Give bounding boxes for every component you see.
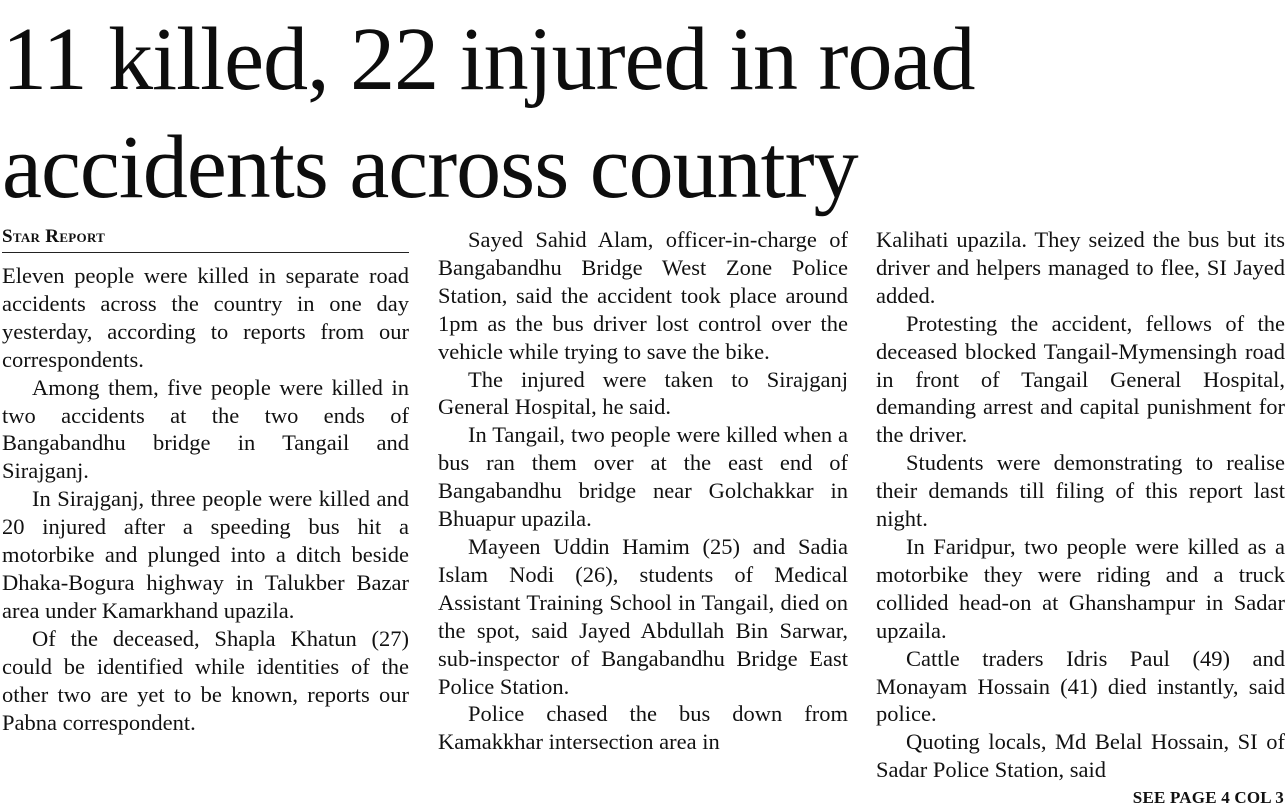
headline bbox=[2, 6, 1282, 222]
paragraph: Eleven people were killed in separate road accidents across the country in one day yesterday, according to reports from our correspondents. bbox=[2, 263, 409, 372]
paragraph: Police chased the bus down from Kamakkhar intersection area in bbox=[438, 701, 848, 755]
paragraph: Cattle traders Idris Paul (49) and Monayam Hossain (41) died instantly, said police. bbox=[876, 645, 1285, 727]
paragraph: Sayed Sahid Alam, officer-in-charge of Bangabandhu Bridge West Zone Police Station, said the accident took place around 1pm as the bus driver lost control over the vehicle while trying to save the bike. bbox=[438, 227, 848, 364]
continuation-jump-line: SEE PAGE 4 COL 3 bbox=[1132, 788, 1284, 807]
byline: Star Report bbox=[2, 226, 409, 253]
paragraph: In Tangail, two people were killed when a bus ran them over at the east end of Bangabandhu bridge near Golchakkar in Bhuapur upazila. bbox=[438, 422, 848, 532]
paragraph-continued: Kalihati upazila. They seized the bus but its driver and helpers managed to flee, SI Jayed added. bbox=[876, 227, 1285, 308]
paragraph: Students were demonstrating to realise their demands till filing of this report last night. bbox=[876, 450, 1285, 532]
article-column-1 bbox=[2, 226, 409, 812]
article-column-2 bbox=[438, 226, 848, 812]
paragraph: In Faridpur, two people were killed as a motorbike they were riding and a truck collided head-on at Ghanshampur in Sadar upzaila. bbox=[876, 533, 1285, 643]
paragraph: Of the deceased, Shapla Khatun (27) could be identified while identities of the other two are yet to be known, reports our Pabna correspondent. bbox=[2, 625, 409, 735]
paragraph: Quoting locals, Md Belal Hossain, SI of Sadar Police Station, said bbox=[876, 729, 1285, 783]
paragraph: Protesting the accident, fellows of the deceased blocked Tangail-Mymensingh road in front of Tangail General Hospital, demanding arrest and capital punishment for the driver. bbox=[876, 310, 1285, 448]
paragraph: In Sirajganj, three people were killed and 20 injured after a speeding bus hit a motorbike and plunged into a ditch beside Dhaka-Bogura highway in Talukber Bazar area under Kamarkhand upazila. bbox=[2, 486, 409, 623]
paragraph: Among them, five people were killed in two accidents at the two ends of Bangabandhu bridge in Tangail and Sirajganj. bbox=[2, 374, 409, 484]
headline-line-2: accidents across country bbox=[2, 118, 858, 217]
paragraph: Mayeen Uddin Hamim (25) and Sadia Islam Nodi (26), students of Medical Assistant Training School in Tangail, died on the spot, said Jayed Abdullah Bin Sarwar, sub-inspector of Bangabandhu Bridge East Police Station. bbox=[438, 533, 848, 699]
article-column-3 bbox=[876, 226, 1285, 812]
headline-line-1: 11 killed, 22 injured in road bbox=[2, 10, 975, 109]
paragraph: The injured were taken to Sirajganj General Hospital, he said. bbox=[438, 366, 848, 420]
